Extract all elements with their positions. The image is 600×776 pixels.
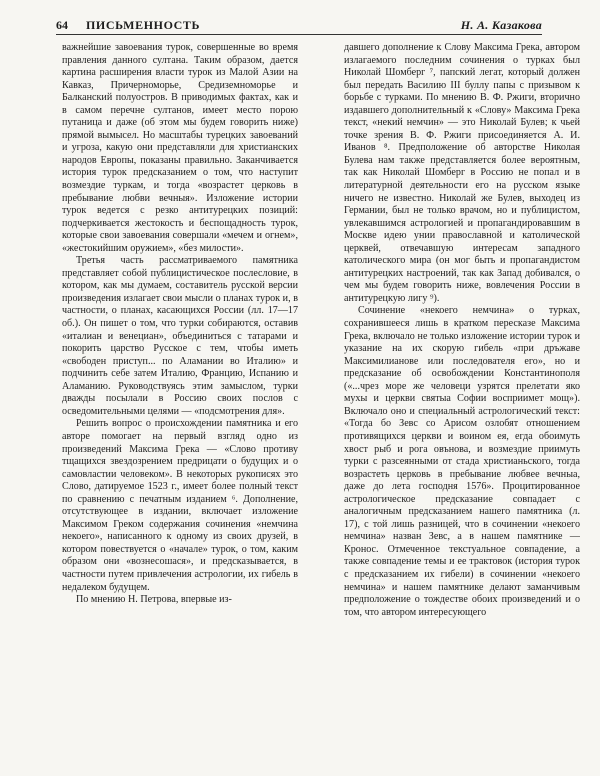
- author-name: Н. А. Казакова: [460, 18, 542, 32]
- header-rule: [56, 34, 542, 35]
- running-header: [56, 14, 542, 36]
- section-title: ПИСЬМЕННОСТЬ: [86, 18, 201, 32]
- paragraph: Сочинение «некоего немчина» о турках, сохранившееся лишь в кратком пересказе Максима Грека, включало не только изложение истории турок и указание на их скорую гибель «при дръжаве Максимилианове или последователя его», но и предсказание об освобождении Константинополя («...чрез море же человеци узрятся прелетати яко мухы и церкви святыа Софии восприимет мощ»). Включало оно и специальный астрологический текст: «Тогда бо Зевс со Арисом озлобят отношением противящихся церкви и воином ея, егда обоимуть хвост рыб и рога овънова, и возмездие приимуть турки с разсеянными от стада христианьского, тогда возрастеть церковь в пребывание любвее вечныа, даже до лета господня 1576». Процитированное астрологическое предсказание совпадает с аналогичным предсказанием нашего памятника (л. 17), с той лишь разницей, что в сочинении «некоего немчина» назван Зевс, а в нашем памятнике — Кронос. Отмеченное текстуальное совпадение, а также совпадение темы и ее трактовок (история турок с предсказанием их гибели) в сочинении «некоего немчина» и нашем памятнике делают заманчивым предположение о тождестве обоих произведений и о том, что автором интересующего: [344, 305, 580, 618]
- paragraph: Третья часть рассматриваемого памятника представляет собой публицистическое послесловие, в котором, как мы думаем, составитель русской версии произведения излагает свои мысли о планах турок и, в частности, о планах, касающихся России (лл. 17—17 об.). Он пишет о том, что турки собираются, оставив «италиан и венециан», объединиться с татарами и покорить царство Русское с тем, чтобы иметь «свободен приступ... по Аламании во Италию» и подчинить себе затем Италию, Францию, Испанию и Аламанию. Руководствуясь этим замыслом, турки дважды посылали в Россию своих послов с осведомительными целями — «подсмотрения для».: [62, 255, 298, 417]
- left-column: [62, 42, 298, 762]
- page-number: 64: [56, 18, 68, 32]
- paragraph: По мнению Н. Петрова, впервые из-: [76, 594, 232, 606]
- right-column: [344, 42, 580, 762]
- paragraph: давшего дополнение к Слову Максима Грека, автором излагаемого последним сочинения о турках был Николай Шомберг ⁷, папский легат, который должен был передать Василию III буллу папы с призывом к борьбе с турками. По мнению В. Ф. Ржиги, вторично издавшего дополнительный к «Слову» Максима Грека текст, «некий немчин» — это Николай Булев; к чьей точке зрения В. Ф. Ржиги присоединяется А. И. Иванов ⁸. Предположение об авторстве Николая Булева нам также представляется более вероятным, так как Николай Шомберг в Россию не попал и в литературной деятельности его на русском языке ничего не известно. Николай же Булев, выходец из Германии, был не только врачом, но и публицистом, увлекавшимся астрологией и пропагандировавшим в Москве идею унии православной и католической церквей, отвечавшую интересам западного католического мира (он мог быть и пропагандистом антитурецких настроений, так как Запад добивался, о чем мы будем говорить ниже, вовлечения России в антитурецкую лигу ⁹).: [344, 42, 580, 304]
- paragraph: важнейшие завоевания турок, совершенные во время правления данного султана. Таким образом, дается картина расширения власти турок из Малой Азии на Кавказ, Причерноморье, Средиземноморье и Балканский полуостров. В приводимых фактах, как и в самом перечне султанов, имеет место порою путаница и даже (об этом мы будем говорить ниже) прямой вымысел. Но масштабы турецких завоеваний и угроза, какую они представляли для христианских народов Европы, показаны правильно. Заканчивается история турок предсказанием о том, что наступит возмездие туркам, и тогда «возрастет церковь в пребывание любви вечныя». Изложение истории турок ведется с резко антитурецких позиций: подчеркивается жестокость и беспощадность турок, которые свои завоевания совершали «мечем и огнем», «жестокийшим оружием», «без милости».: [62, 42, 298, 254]
- paragraph: Решить вопрос о происхождении памятника и его авторе помогает на первый взгляд одно из произведений Максима Грека — «Слово противу тщащихся звездозрением предрицати о будущих и о самовластии человеком». В некоторых рукописях это Слово, датируемое 1523 г., имеет более полный текст по сравнению с печатным изданием ⁶. Дополнение, отсутствующее в издании, включает изложение Максимом Греком содержания сочинения «немчина некоего», написанного к одному из своих друзей, в котором повествуется о «начале» турок, о том, каким образом они «вознесошася», и предсказывается, в частности путем привлечения астрологии, их гибель в недалеком будущем.: [62, 418, 298, 593]
